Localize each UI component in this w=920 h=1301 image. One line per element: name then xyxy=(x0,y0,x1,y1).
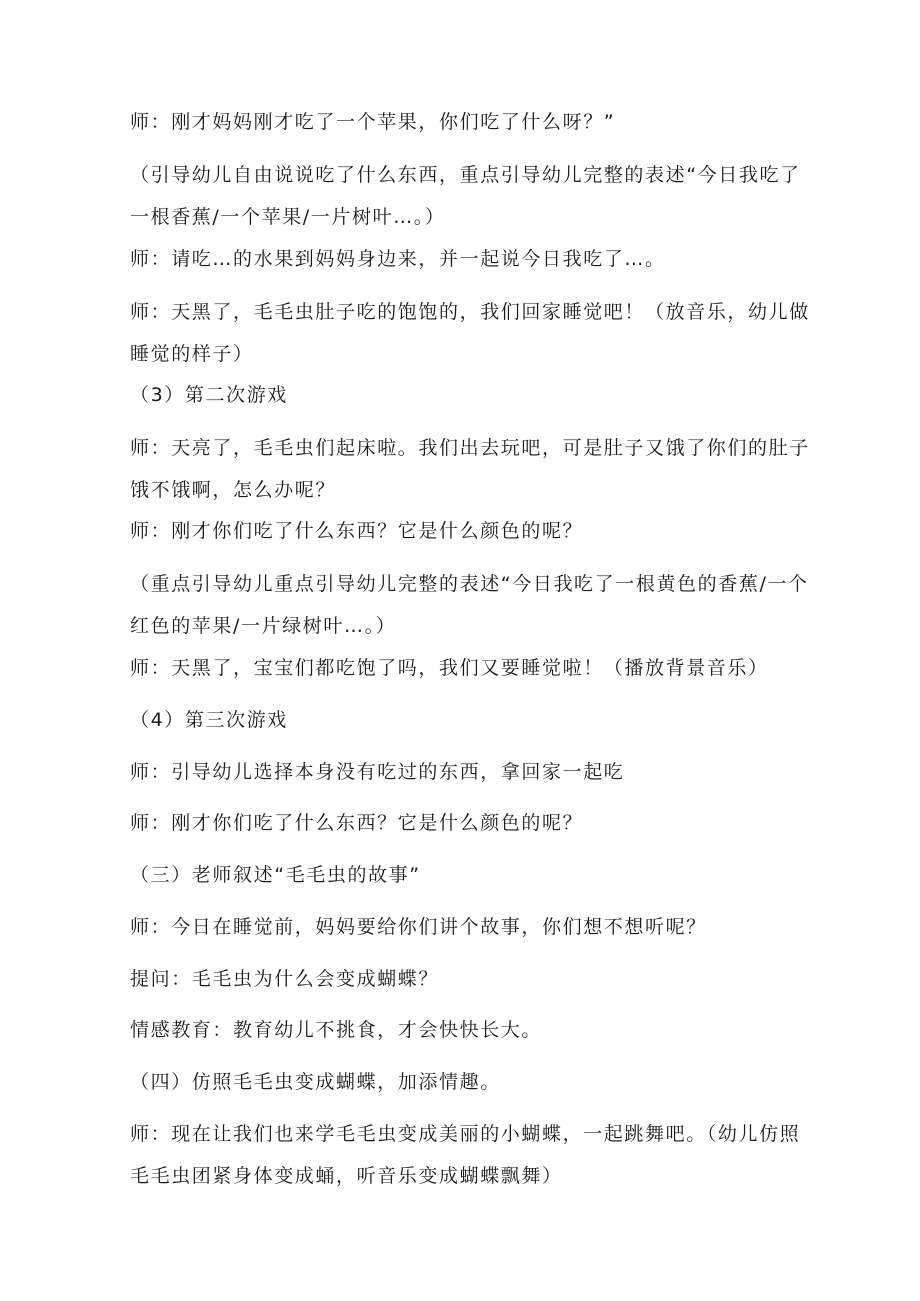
paragraph-guide-free-talk: （引导幼儿自由说说吃了什么东西，重点引导幼儿完整的表述“今日我吃了一根香蕉/一个苹果/一片树叶…。） xyxy=(130,164,801,228)
heading-imitate-butterfly: （四）仿照毛毛虫变成蝴蝶，加添情趣。 xyxy=(130,1071,501,1093)
heading-second-game: （3）第二次游戏 xyxy=(130,384,288,406)
paragraph-emotional-education: 情感教育：教育幼儿不挑食，才会快快长大。 xyxy=(130,1019,543,1041)
paragraph-morning-hungry: 师：天亮了，毛毛虫们起床啦。我们出去玩吧，可是肚子又饿了你们的肚子饿不饿啊，怎么办呢？ xyxy=(130,437,810,501)
paragraph-babies-full: 师：天黑了，宝宝们都吃饱了吗，我们又要睡觉啦！（播放背景音乐） xyxy=(130,657,769,679)
paragraph-choose-new-food: 师：引导幼儿选择本身没有吃过的东西，拿回家一起吃 xyxy=(130,761,625,783)
paragraph-come-to-mom: 师：请吃…的水果到妈妈身边来，并一起说今日我吃了…。 xyxy=(130,248,666,270)
paragraph-night-sleep: 师：天黑了，毛毛虫肚子吃的饱饱的，我们回家睡觉吧！（放音乐，幼儿做睡觉的样子） xyxy=(130,301,810,365)
paragraph-bedtime-story: 师：今日在睡觉前，妈妈要给你们讲个故事，你们想不想听呢？ xyxy=(130,916,707,938)
paragraph-guide-colors: （重点引导幼儿重点引导幼儿完整的表述“今日我吃了一根黄色的香蕉/一个红色的苹果/一片绿树叶…。） xyxy=(130,573,809,637)
paragraph-teacher-ate-apple: 师：刚才妈妈刚才吃了一个苹果，你们吃了什么呀？” xyxy=(130,111,616,133)
paragraph-question: 提问：毛毛虫为什么会变成蝴蝶？ xyxy=(130,968,440,990)
paragraph-what-color-2: 师：刚才你们吃了什么东西？它是什么颜色的呢？ xyxy=(130,812,584,834)
heading-third-game: （4）第三次游戏 xyxy=(130,709,288,731)
paragraph-butterfly-dance: 师：现在让我们也来学毛毛虫变成美丽的小蝴蝶，一起跳舞吧。（幼儿仿照毛毛虫团紧身体变成蛹，听音乐变成蝴蝶飘舞） xyxy=(130,1123,801,1187)
paragraph-what-color-1: 师：刚才你们吃了什么东西？它是什么颜色的呢？ xyxy=(130,520,584,542)
heading-teacher-story: （三）老师叙述“毛毛虫的故事” xyxy=(130,864,421,886)
